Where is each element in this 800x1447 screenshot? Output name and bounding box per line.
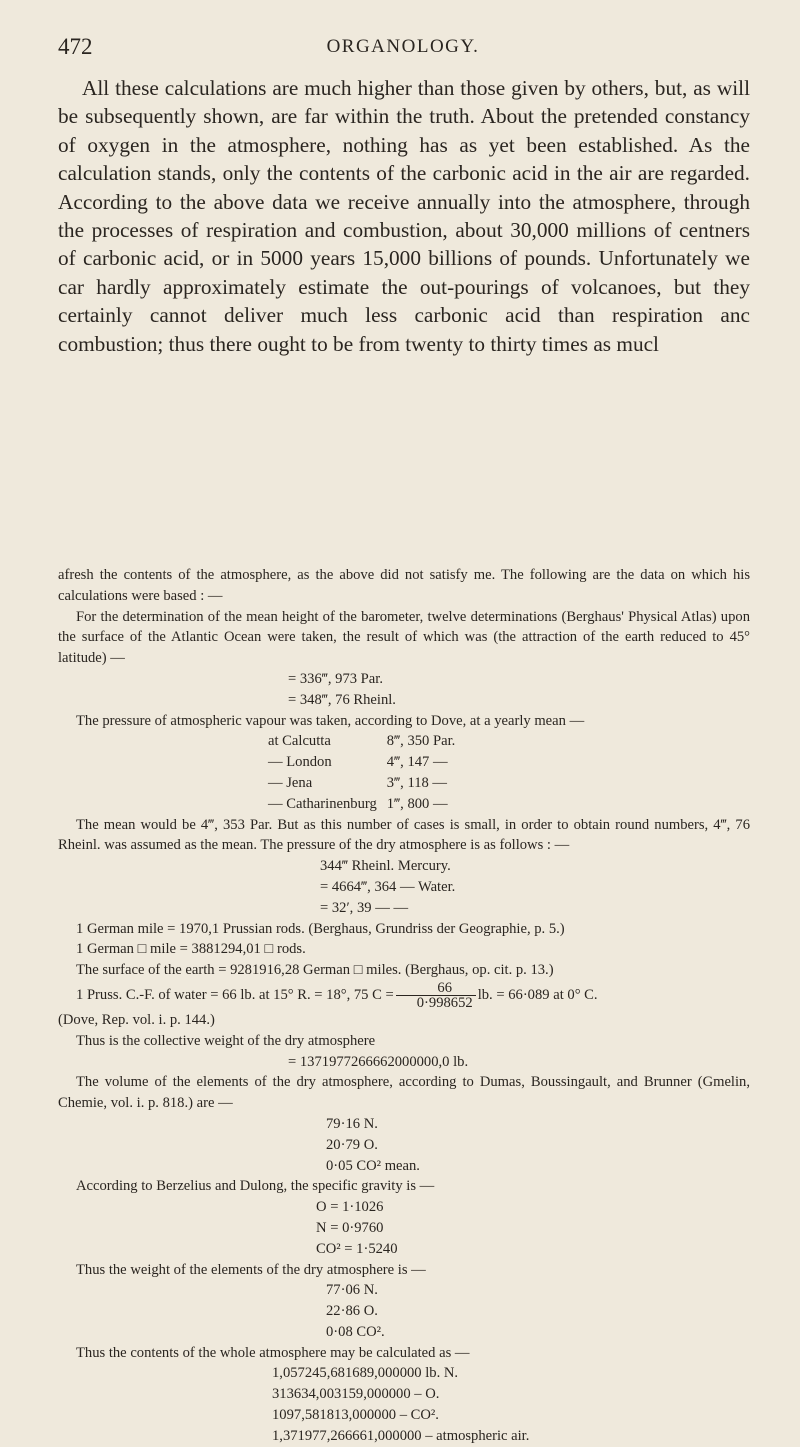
volume-item: 20·79 O. [326,1136,378,1153]
collective-text: Thus is the collective weight of the dry atmosphere [76,1032,376,1049]
page-number: 472 [58,34,93,59]
vapour-place: at Calcutta [268,733,331,750]
pruss-suffix: lb. = 66·089 at 0° C. [477,986,598,1003]
vapour-row [268,731,465,752]
weight-item: 22·86 O. [326,1303,378,1320]
vapour-value: 3‴, 118 — [386,774,448,791]
dry-value: 344‴ Rheinl. [320,858,395,875]
main-text [58,74,750,358]
dry-unit: Mercury. [397,858,451,875]
barometer-eq-1: = 336‴, 973 Par. [288,670,383,687]
note-intro: afresh the contents of the atmosphere, as the above did not satisfy me. The following are the data on which his calculations were based : — [58,567,750,604]
volume-item: 79·16 N. [326,1115,378,1132]
collective-value: = 1371977266662000000,0 lb. [288,1053,469,1070]
dry-row [58,856,750,877]
contents-item: 1097,581813,000000 – CO². [272,1407,439,1424]
square-mile-text: 1 German □ mile = 3881294,01 □ rods. [76,941,306,958]
dry-row [58,877,750,898]
vapour-table [268,731,465,814]
barometer-text: For the determination of the mean height of the barometer, twelve determinations (Berghaus' Physical Atlas) upon the surface of the Atlantic Ocean were taken, the result of which was (the attraction of the earth reduced to 45° latitude) — [58,608,750,667]
volume-text: The volume of the elements of the dry atmosphere, according to Dumas, Boussingault, and Brunner (Gmelin, Chemie, vol. i. p. 818.) are — [58,1074,750,1112]
weight-item: 77·06 N. [326,1282,378,1299]
dry-value: = 32′, 39 — [320,899,390,916]
fraction-denominator: 0·998652 [416,994,473,1011]
contents-text: Thus the contents of the whole atmosphere may be calculated as — [76,1344,470,1361]
surface-text: The surface of the earth = 9281916,28 German □ miles. (Berghaus, op. cit. p. 13.) [76,962,554,979]
vapour-place: — Catharinenburg [268,795,377,812]
barometer-eq-2: = 348‴, 76 Rheinl. [288,691,396,708]
running-title: ORGANOLOGY. [326,36,480,57]
footnote [58,565,750,1447]
dry-unit: — [393,899,409,916]
gravity-text: According to Berzelius and Dulong, the specific gravity is — [76,1178,435,1195]
mean-text: The mean would be 4‴, 353 Par. But as this number of cases is small, in order to obtain round numbers, 4‴, 76 Rheinl. was assumed as the mean. The pressure of the dry atmosphere is as follows : — [58,816,750,854]
vapour-value: 8‴, 350 Par. [386,733,456,750]
vapour-place: — London [268,754,332,771]
dry-unit: Water. [417,878,456,895]
vapour-text: The pressure of atmospheric vapour was taken, according to Dove, at a yearly mean — [76,712,585,729]
dove-reference: (Dove, Rep. vol. i. p. 144.) [58,1011,215,1028]
pruss-fraction [396,981,476,1010]
volume-item: 0·05 CO² mean. [326,1157,420,1174]
vapour-row [268,794,465,815]
contents-item: 313634,003159,000000 – O. [272,1386,440,1403]
mile-text: 1 German mile = 1970,1 Prussian rods. (Berghaus, Grundriss der Geographie, p. 5.) [76,920,565,937]
main-paragraph: All these calculations are much higher than those given by others, but, as will be subsequently shown, are far within the truth. About the pretended constancy of oxygen in the atmosphere, nothing has as yet been established. As the calculation stands, only the contents of the carbonic acid in the air are regarded. According to the above data we receive annually into the atmosphere, through the processes of respiration and combustion, about 30,000 millions of centners of carbonic acid, or in 5000 years 15,000 billions of pounds. Unfortunately we car hardly approximately estimate the out-pourings of volcanoes, but they certainly cannot deliver much less carbonic acid than respiration anc combustion; thus there ought to be from twenty to thirty times as mucl [58,76,750,356]
dry-value: = 4664‴, 364 — [320,878,415,895]
dry-row [58,898,750,919]
vapour-row [268,773,465,794]
weight-item: 0·08 CO². [326,1323,385,1340]
vapour-value: 4‴, 147 — [386,754,448,771]
contents-item: 1,371977,266661,000000 – atmospheric air. [272,1427,530,1444]
vapour-row [268,752,465,773]
weight-text: Thus the weight of the elements of the dry atmosphere is — [76,1261,426,1278]
gravity-item: O = 1·1026 [316,1199,384,1216]
pruss-line [58,981,750,1010]
contents-item: 1,057245,681689,000000 lb. N. [272,1365,459,1382]
gravity-item: CO² = 1·5240 [316,1240,398,1257]
fraction-numerator: 66 [396,981,476,996]
vapour-value: 1‴, 800 — [386,795,448,812]
page-header [58,34,748,64]
gravity-item: N = 0·9760 [316,1219,384,1236]
pruss-prefix: 1 Pruss. C.-F. of water = 66 lb. at 15° R. = 18°, 75 C = [76,986,394,1003]
vapour-place: — Jena [268,774,313,791]
